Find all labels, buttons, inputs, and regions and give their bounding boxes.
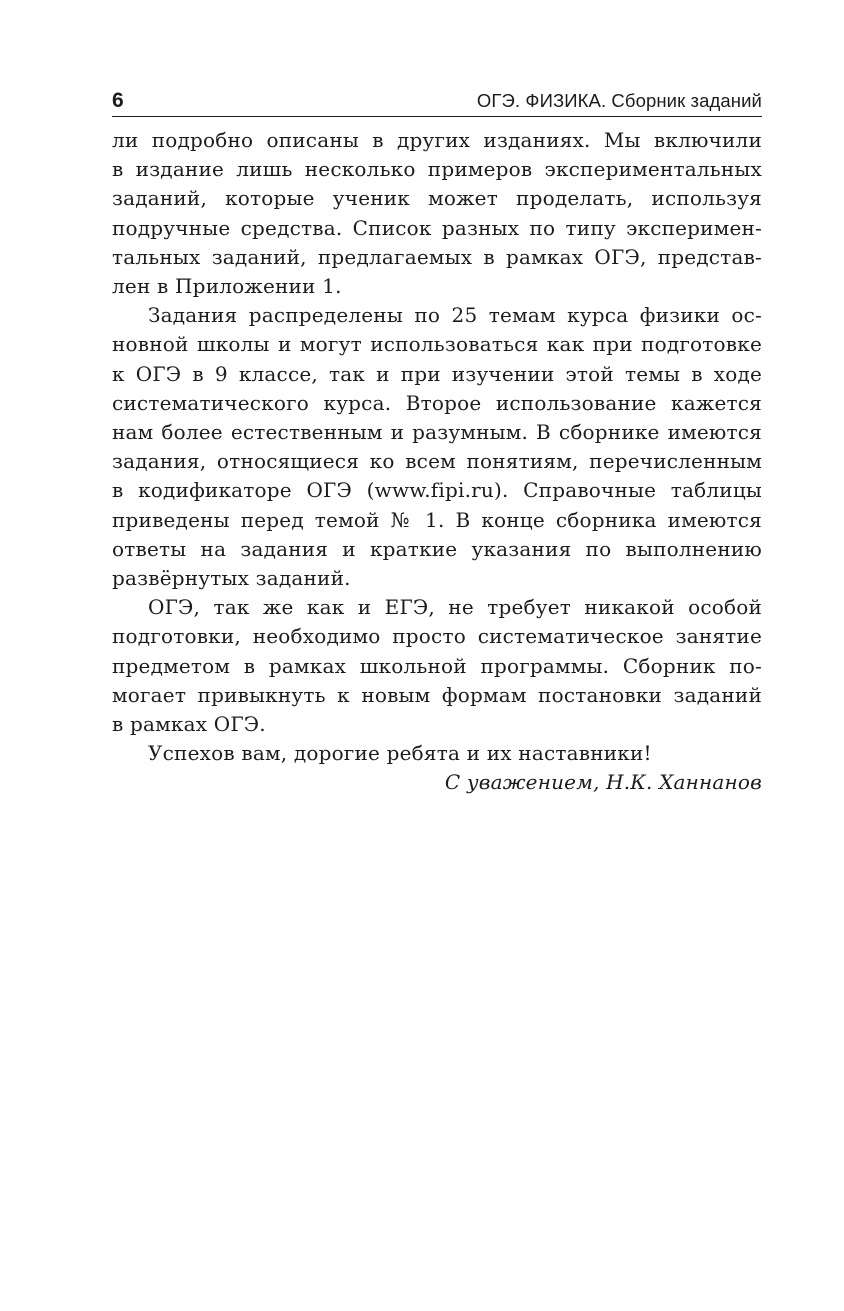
text-line: могает привыкнуть к новым формам постановки заданий (112, 682, 762, 707)
page-number: 6 (112, 89, 124, 112)
text-line: приведены перед темой № 1. В конце сборника имеются (112, 507, 762, 532)
text-line: развёрнутых заданий. (112, 566, 351, 591)
paragraph-preparation (112, 593, 762, 739)
text-line: новной школы и могут использоваться как при подготовке (112, 332, 762, 357)
text-line: подручные средства. Список разных по типу эксперимен- (112, 215, 762, 240)
text-line: ответы на задания и краткие указания по выполнению (112, 536, 762, 561)
text-line: к ОГЭ в 9 классе, так и при изучении этой темы в ходе (112, 361, 762, 386)
text-line: в рамках ОГЭ. (112, 712, 266, 737)
author-signature: С уважением, Н.К. Ханнанов (444, 770, 762, 795)
text-line: подготовки, необходимо просто систематическое занятие (112, 624, 762, 649)
text-line: тальных заданий, предлагаемых в рамках ОГЭ, представ- (112, 244, 762, 269)
book-title: ОГЭ. ФИЗИКА. Сборник заданий (476, 90, 762, 111)
paragraph-wishes (112, 739, 762, 768)
text-line: ОГЭ, так же как и ЕГЭ, не требует никакой особой (148, 595, 762, 620)
text-line: заданий, которые ученик может проделать, используя (112, 186, 762, 211)
running-header (112, 88, 762, 117)
text-line: нам более естественным и разумным. В сборнике имеются (112, 420, 762, 445)
body-text (112, 126, 762, 798)
paragraph-continuation (112, 126, 762, 301)
text-line: предметом в рамках школьной программы. Сборник по- (112, 653, 762, 678)
text-line: Задания распределены по 25 темам курса физики ос- (148, 303, 762, 328)
text-line: в кодификаторе ОГЭ (www.fipi.ru). Справочные таблицы (112, 478, 762, 503)
text-line: Успехов вам, дорогие ребята и их наставники! (148, 741, 652, 766)
text-line: ли подробно описаны в других изданиях. Мы включили (112, 128, 762, 152)
text-line: задания, относящиеся ко всем понятиям, перечисленным (112, 449, 762, 474)
paragraph-topics (112, 301, 762, 593)
book-page (112, 88, 762, 798)
text-line: в издание лишь несколько примеров экспериментальных (112, 157, 762, 182)
text-line: лен в Приложении 1. (112, 274, 342, 299)
text-line: систематического курса. Второе использование кажется (112, 390, 762, 415)
